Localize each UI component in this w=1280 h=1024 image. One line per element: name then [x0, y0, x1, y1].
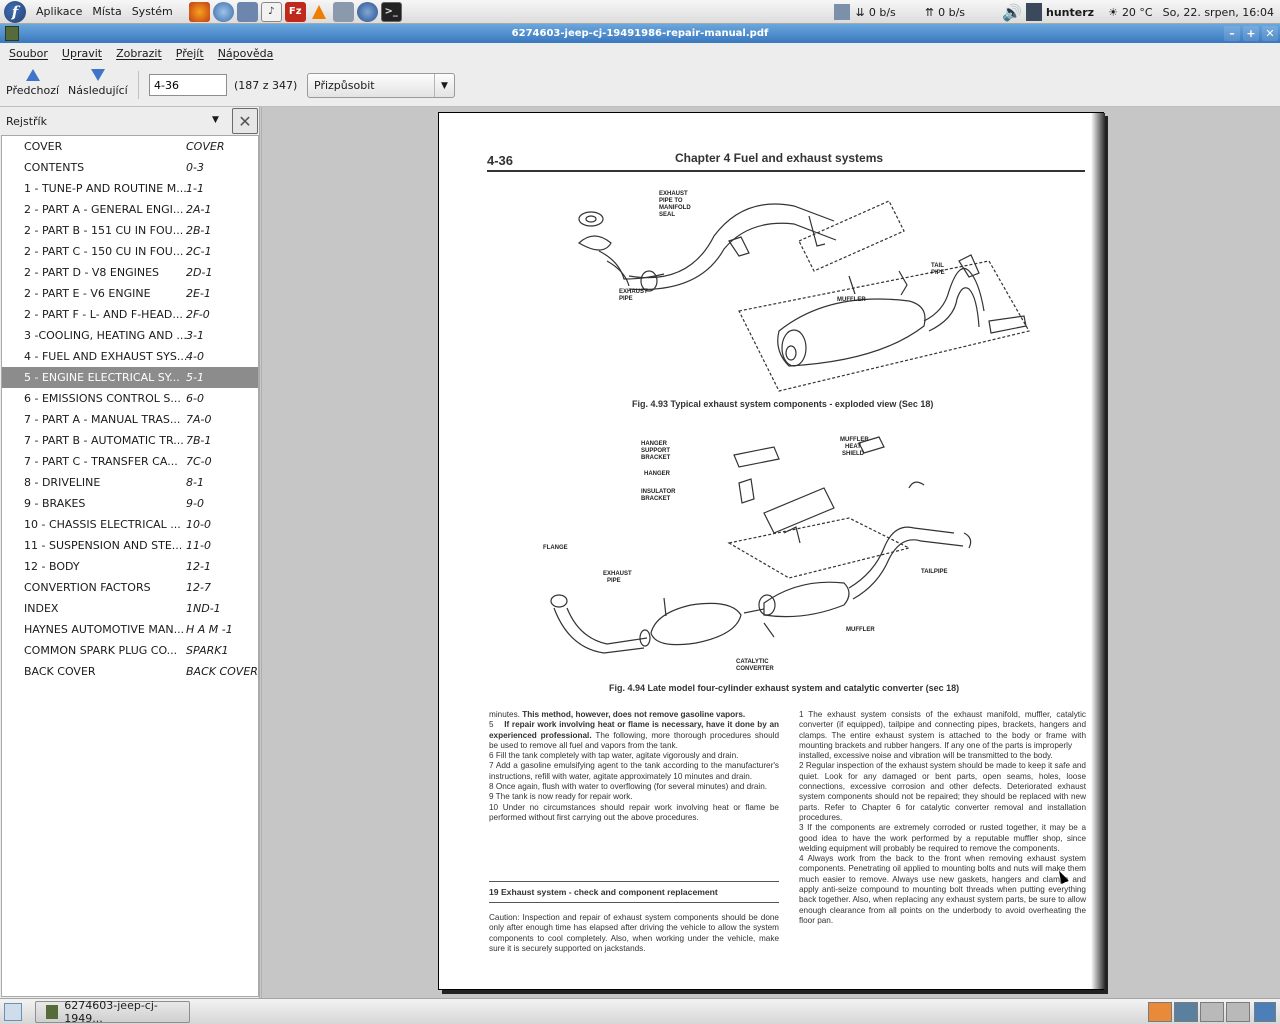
toc-item-page: 1-1: [186, 182, 204, 195]
toc-item-label: CONTENTS: [24, 161, 85, 174]
toc-item-label: 1 - TUNE-P AND ROUTINE M...: [24, 182, 187, 195]
menu-applications[interactable]: Aplikace: [36, 5, 83, 18]
label-heat-shield-3: SHIELD: [842, 451, 865, 457]
label-hanger-support-1: HANGER: [641, 441, 668, 447]
label-heat-shield-2: HEAT: [845, 444, 861, 450]
index-tree[interactable]: [1, 135, 259, 997]
page-number-input[interactable]: [149, 74, 227, 96]
virtualbox-icon[interactable]: [333, 2, 354, 22]
paragraph-4-bold: This method, however, does not remove gasoline vapors.: [522, 710, 746, 719]
paragraph-5: [489, 720, 779, 751]
sidebar: [0, 107, 260, 998]
weather-sun-icon: ☀: [1108, 5, 1118, 19]
toc-item[interactable]: [2, 220, 258, 241]
toolbar: [0, 63, 1280, 107]
toc-item[interactable]: [2, 241, 258, 262]
toc-item[interactable]: [2, 262, 258, 283]
toc-item[interactable]: [2, 136, 258, 157]
toc-item-label: 2 - PART D - V8 ENGINES: [24, 266, 160, 279]
file-manager-icon[interactable]: [237, 2, 258, 22]
thunderbird-icon[interactable]: [213, 2, 234, 22]
paragraph-5-bold: If repair work involving heat or flame is necessary, have it done by an experienced professional.: [489, 720, 779, 740]
toc-item-page: 2A-1: [186, 203, 212, 216]
toc-item-label: CONVERTION FACTORS: [24, 581, 151, 594]
label-exhaust-pipe-1: EXHAUST: [619, 289, 648, 295]
text-editor-icon[interactable]: ♪: [261, 2, 282, 22]
toc-item[interactable]: [2, 451, 258, 472]
evince-app-icon[interactable]: [5, 26, 19, 41]
evince-task-icon: [46, 1005, 58, 1019]
toc-item[interactable]: [2, 556, 258, 577]
workspace-1[interactable]: [1148, 1002, 1172, 1022]
toc-item-label: INDEX: [24, 602, 59, 615]
catalytic-converter-figure: [539, 433, 1019, 678]
heading-rule: [487, 170, 1085, 172]
paragraph-4-plain: minutes.: [489, 710, 523, 719]
paragraph-r2: 2 Regular inspection of the exhaust system should be made to keep it safe and quiet. Look for any damaged or bent parts, open seams, holes, loose connections, excessive corrosion and other defects. Deteriorated exhaust system components should not be repaired; they should be replaced with new parts. Refer to Chapter 6 for catalytic converter removal and installation procedures.: [799, 761, 1086, 822]
label-flange: FLANGE: [543, 545, 568, 551]
sidebar-header: [0, 107, 260, 135]
label-tail-pipe-2: PIPE: [931, 270, 945, 276]
toc-item-page: 2C-1: [186, 245, 212, 258]
download-arrow-icon: ⇊: [855, 5, 865, 19]
chevron-down-icon[interactable]: ▼: [434, 74, 454, 97]
taskbar: [0, 998, 1280, 1024]
toc-item-page: BACK COVER: [186, 665, 258, 678]
toc-item-label: 2 - PART F - L- AND F-HEAD...: [24, 308, 183, 321]
toc-item[interactable]: [2, 199, 258, 220]
toc-item-label: COVER: [24, 140, 63, 153]
toc-item[interactable]: [2, 640, 258, 661]
toc-item-page: H A M -1: [186, 623, 233, 636]
paragraph-5-plain: The following, more thorough procedures should be used to remove all fuel and vapors from the tank.: [489, 730, 779, 750]
maximize-icon[interactable]: +: [1243, 26, 1259, 41]
next-page-label: Následující: [68, 84, 128, 97]
fedora-logo-icon[interactable]: f: [4, 1, 26, 23]
menu-file[interactable]: Soubor: [9, 46, 48, 60]
toc-item-page: 11-0: [186, 539, 211, 552]
label-hanger-support-3: BRACKET: [641, 455, 671, 461]
toc-item[interactable]: [2, 535, 258, 556]
toc-item-page: 4-0: [186, 350, 204, 363]
window-title: 6274603-jeep-cj-19491986-repair-manual.pdf: [511, 28, 769, 39]
toc-item[interactable]: [2, 598, 258, 619]
sidebar-mode-select[interactable]: Rejstřík: [6, 114, 47, 128]
toc-item-page: 6-0: [186, 392, 204, 405]
paragraph-10: 10 Under no circumstances should repair work involving heat or flame be performed without first carrying out the above procedures.: [489, 802, 779, 822]
network-up-speed: 0 b/s: [938, 5, 966, 19]
label-tail-pipe-1: TAIL: [931, 263, 944, 269]
toc-item[interactable]: [2, 430, 258, 451]
label-catalytic-1: CATALYTIC: [736, 659, 769, 665]
toc-item[interactable]: [2, 409, 258, 430]
toc-item[interactable]: [2, 472, 258, 493]
paragraph-r3: 3 If the components are extremely corroded or rusted together, it may be a good idea to have the work performed by a reputable muffler shop, since welding equipment will probably be required to remove the components.: [799, 823, 1086, 853]
label-muffler-2: MUFFLER: [846, 627, 875, 633]
arrow-up-icon: [26, 69, 40, 81]
toc-item-page: 10-0: [186, 518, 211, 531]
label-exhaust-pipe-seal-4: SEAL: [659, 212, 676, 218]
figure-caption-4-93: Fig. 4.93 Typical exhaust system components - exploded view (Sec 18): [632, 399, 934, 409]
toc-item-label: 11 - SUSPENSION AND STE...: [24, 539, 183, 552]
network-monitor-icon[interactable]: [834, 4, 850, 20]
menu-go[interactable]: Přejít: [175, 46, 204, 60]
toc-item-label: 7 - PART B - AUTOMATIC TR...: [24, 434, 184, 447]
sidebar-chevron-down-icon[interactable]: ▼: [212, 115, 219, 125]
top-panel: [0, 0, 1280, 24]
menu-help[interactable]: Nápověda: [217, 46, 274, 60]
label-exhaust-pipe-a: EXHAUST: [603, 571, 632, 577]
toc-item-page: SPARK1: [186, 644, 229, 657]
toc-item-page: 2B-1: [186, 224, 212, 237]
label-heat-shield-1: MUFFLER: [840, 437, 869, 443]
toc-item-page: 7C-0: [186, 455, 212, 468]
text-column-left: [489, 710, 779, 823]
toc-item-label: COMMON SPARK PLUG CO...: [24, 644, 178, 657]
toc-item-label: 8 - DRIVELINE: [24, 476, 101, 489]
paragraph-9: 9 The tank is now ready for repair work.: [489, 792, 633, 802]
toc-item[interactable]: [2, 619, 258, 640]
toc-item-page: 8-1: [186, 476, 204, 489]
weather-temperature[interactable]: 20 °C: [1121, 5, 1153, 19]
paragraph-6: 6 Fill the tank completely with tap water, agitate vigorously and drain.: [489, 751, 739, 761]
close-window-icon[interactable]: ✕: [1262, 26, 1278, 41]
label-exhaust-pipe-seal-2: PIPE TO: [659, 198, 683, 204]
network-down-speed: 0 b/s: [868, 5, 896, 19]
toc-item[interactable]: [2, 514, 258, 535]
toc-item-page: 12-7: [186, 581, 211, 594]
label-insulator-2: BRACKET: [641, 496, 671, 502]
paragraph-5-number: 5: [489, 720, 494, 730]
launcher-icons: [189, 2, 402, 22]
toc-item-label: BACK COVER: [24, 665, 96, 678]
toc-item-label: 5 - ENGINE ELECTRICAL SY...: [24, 371, 180, 384]
toc-item[interactable]: [2, 346, 258, 367]
toc-item-page: COVER: [186, 140, 225, 153]
label-insulator-1: INSULATOR: [641, 489, 676, 495]
label-catalytic-2: CONVERTER: [736, 666, 774, 672]
filezilla-icon[interactable]: Fz: [285, 2, 306, 22]
toc-item-label: 7 - PART C - TRANSFER CA...: [24, 455, 178, 468]
toc-item[interactable]: [2, 283, 258, 304]
toc-item-page: 12-1: [186, 560, 211, 573]
show-desktop-icon[interactable]: [4, 1003, 22, 1021]
figure-caption-4-94: Fig. 4.94 Late model four-cylinder exhaust system and catalytic converter (sec 18): [609, 683, 960, 693]
menu-places[interactable]: Místa: [92, 5, 122, 18]
toolbar-separator: [138, 71, 139, 99]
pdf-page: [438, 112, 1104, 990]
menu-view[interactable]: Zobrazit: [116, 46, 162, 60]
label-exhaust-pipe-seal-1: EXHAUST: [659, 191, 688, 197]
label-exhaust-pipe-2: PIPE: [619, 296, 633, 302]
toc-item-page: 3-1: [186, 329, 204, 342]
label-tailpipe: TAILPIPE: [921, 569, 948, 575]
toc-item[interactable]: [2, 661, 258, 682]
toc-item-label: 2 - PART E - V6 ENGINE: [24, 287, 151, 300]
system-tray: [834, 0, 1280, 24]
toc-item-page: 7A-0: [186, 413, 212, 426]
toc-item[interactable]: [2, 367, 258, 388]
page-number-heading: 4-36: [487, 153, 514, 168]
toc-item[interactable]: [2, 304, 258, 325]
vlc-icon[interactable]: [309, 2, 330, 22]
toc-item[interactable]: [2, 325, 258, 346]
previous-page-label: Předchozí: [6, 84, 60, 97]
toc-item-page: 2D-1: [186, 266, 213, 279]
menubar: [0, 43, 1280, 63]
section-heading: 19 Exhaust system - check and component replacement: [489, 881, 779, 903]
upload-arrow-icon: ⇈: [924, 5, 935, 19]
workspace-2[interactable]: [1174, 1002, 1198, 1022]
toc-item[interactable]: [2, 178, 258, 199]
network-tool-icon[interactable]: [357, 2, 378, 22]
paragraph-r1b: installed, excessive noise and vibration will be transmitted to the body.: [799, 751, 1053, 761]
page-scan-edge: [1091, 113, 1105, 989]
next-page-button[interactable]: [68, 69, 128, 97]
clock[interactable]: So, 22. srpen, 16:04: [1162, 5, 1274, 19]
caution-text: Caution: Inspection and repair of exhaust system components should be done only after enough time has elapsed after driving the vehicle to allow the system components to cool completely. Also, when working under the vehicle, make sure it is securely supported on jackstands.: [489, 913, 779, 953]
user-name[interactable]: hunterz: [1046, 5, 1095, 19]
toc-item-page: 2F-0: [186, 308, 210, 321]
toc-item-label: 3 -COOLING, HEATING AND ...: [24, 329, 187, 342]
toc-item-page: 0-3: [186, 161, 204, 174]
toc-item-label: HAYNES AUTOMOTIVE MAN...: [24, 623, 185, 636]
toc-item-label: 2 - PART B - 151 CU IN FOU...: [24, 224, 184, 237]
volume-icon[interactable]: 🔊: [1002, 2, 1023, 22]
workspace-4[interactable]: [1226, 1002, 1250, 1022]
arrow-down-icon: [91, 69, 105, 81]
toc-item-label: 9 - BRAKES: [24, 497, 86, 510]
toc-item-label: 6 - EMISSIONS CONTROL S...: [24, 392, 181, 405]
label-exhaust-pipe-seal-3: MANIFOLD: [659, 205, 691, 211]
zoom-select[interactable]: [307, 73, 455, 98]
toc-item-label: 4 - FUEL AND EXHAUST SYS...: [24, 350, 188, 363]
close-sidebar-button[interactable]: [232, 108, 258, 134]
paragraph-7: 7 Add a gasoline emulsifying agent to the tank according to the manufacturer's instructions, refill with water, agitate approximately 10 minutes and drain.: [489, 761, 779, 781]
label-muffler: MUFFLER: [837, 297, 866, 303]
page-count: (187 z 347): [234, 79, 298, 92]
toc-item-label: 10 - CHASSIS ELECTRICAL ...: [24, 518, 181, 531]
text-column-right: [799, 710, 1086, 926]
paragraph-r1: 1 The exhaust system consists of the exhaust manifold, muffler, catalytic converter (if equipped), tailpipe and connecting pipes, brackets, hangers and clamps. The entire exhaust system is attached to the body or frame with mounting brackets and rubber hangers. If any one of the parts is improperly: [799, 710, 1086, 750]
toc-item-page: 2E-1: [186, 287, 211, 300]
label-exhaust-pipe-b: PIPE: [607, 578, 621, 584]
paragraph-r4: 4 Always work from the back to the front when removing exhaust system components. Penetrating oil applied to mounting bolts and nuts will make them much easier to remove. Always use new gaskets, hangers and clamps and apply anti-seize compound to mounting bolt threads when putting everything back together. Also, when replacing any exhaust system parts, be sure to allow enough clearance from all points on the underbody to avoid overheating the floor pan.: [799, 854, 1086, 925]
firefox-icon[interactable]: [189, 2, 210, 22]
paragraph-8: 8 Once again, flush with water to overflowing (for several minutes) and drain.: [489, 782, 768, 792]
menu-edit[interactable]: Upravit: [61, 46, 103, 60]
toc-item-page: 5-1: [186, 371, 204, 384]
taskbar-window-button[interactable]: [35, 1001, 190, 1023]
toc-item-label: 2 - PART C - 150 CU IN FOU...: [24, 245, 184, 258]
minimize-icon[interactable]: –: [1224, 26, 1240, 41]
trash-icon[interactable]: [1254, 1002, 1276, 1022]
workspace-3[interactable]: [1200, 1002, 1224, 1022]
label-hanger: HANGER: [644, 471, 671, 477]
exploded-exhaust-figure: [569, 181, 1039, 396]
toc-item-label: 2 - PART A - GENERAL ENGI...: [24, 203, 184, 216]
close-icon: ✕: [238, 111, 252, 131]
toc-item[interactable]: [2, 157, 258, 178]
toc-item-page: 7B-1: [186, 434, 212, 447]
toc-item[interactable]: [2, 577, 258, 598]
toc-item[interactable]: [2, 388, 258, 409]
user-avatar-icon[interactable]: [1026, 3, 1042, 21]
toc-item-page: 9-0: [186, 497, 204, 510]
taskbar-window-label: 6274603-jeep-cj-1949...: [64, 999, 158, 1024]
toc-item-label: 12 - BODY: [24, 560, 80, 573]
previous-page-button[interactable]: [6, 69, 59, 97]
terminal-icon[interactable]: >_: [381, 2, 402, 22]
window-titlebar[interactable]: [0, 24, 1280, 43]
chapter-heading: Chapter 4 Fuel and exhaust systems: [675, 151, 884, 165]
paragraph-4: [489, 710, 779, 720]
toc-item-page: 1ND-1: [186, 602, 221, 615]
zoom-value: Přizpůsobit: [314, 79, 375, 92]
label-hanger-support-2: SUPPORT: [641, 448, 671, 454]
document-viewer[interactable]: [261, 107, 1280, 998]
menu-system[interactable]: Systém: [131, 5, 173, 18]
toc-item-label: 7 - PART A - MANUAL TRAS...: [24, 413, 181, 426]
toc-item[interactable]: [2, 493, 258, 514]
